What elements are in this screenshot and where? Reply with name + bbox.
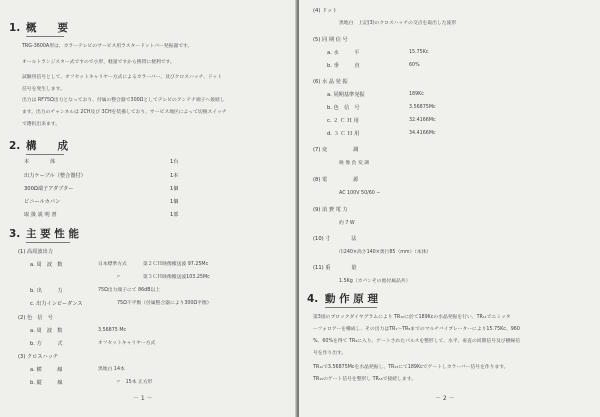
- overview-para: 試験用信号として、オフセットキャリヤー方式によるカラーバー、及びクロスハッチ、ドット: [22, 75, 223, 80]
- section-title-specs: 主 要 性 能: [26, 228, 79, 240]
- spec-label: b. 色 信 号: [327, 105, 360, 111]
- overview-para: で選択出来ます。: [22, 122, 60, 127]
- spec-value: 〃 15本 正方形: [116, 380, 153, 385]
- section-number: 3.: [9, 228, 21, 240]
- spec-value: 75Ω出力端子にて 86dB以上: [98, 288, 161, 293]
- spec-value: 約 7 W: [339, 221, 355, 226]
- overview-para: ます。出力のチャンネルは 2CH及び 3CHを装備しており、サービス地区によって切換スイッチ: [22, 110, 227, 115]
- spec-label: a. 水 平: [327, 50, 360, 56]
- operation-para: 号を作り出す。: [313, 351, 347, 356]
- spec-label: a. 同期基準発振: [327, 92, 365, 98]
- composition-item: 出力ケーブル（整合器付）: [24, 173, 86, 179]
- right-page: [299, 0, 600, 417]
- composition-qty: 1台: [170, 159, 179, 165]
- operation-para: ーフォロアーを構成し、その出力はTR₁～TR₈までのマルチバイブレーターにより15.75Kc、960: [313, 327, 520, 332]
- spec-value: 黒地白 上記(3)のクロスハッチの交点を取出した波形: [339, 21, 457, 26]
- spec-subheading: (2) 色 信 号: [18, 315, 53, 321]
- overview-para: オールトランジスター式ですので小形、軽量ですから携帯に便利です。: [22, 60, 175, 65]
- composition-qty: 1本: [170, 173, 179, 179]
- composition-item: 300Ω端子アダプター: [24, 186, 74, 192]
- overview-para: 出力は RF75Ω出力となっており、付属の整合器で300Ωとしてテレビのアンテナ端子へ接続し: [22, 98, 225, 103]
- composition-qty: 1個: [170, 199, 179, 205]
- spec-subheading: (11) 重 量: [313, 265, 357, 271]
- spec-label: b. 方 式: [30, 341, 63, 347]
- spec-subheading: (7) 変 調: [313, 147, 359, 153]
- spec-value: 3.56875 Mc: [98, 328, 127, 333]
- spec-label: b. 出 力: [30, 288, 63, 294]
- spec-value: 黒地白 14本: [98, 367, 125, 372]
- spec-label: a. 周 波 数: [30, 328, 63, 334]
- section-number: 1.: [9, 22, 21, 34]
- spec-subheading: (4) ドット: [313, 8, 338, 14]
- page-number: － 2 －: [435, 395, 455, 402]
- spec-standard: 日本標準方式: [98, 262, 127, 267]
- spec-subheading: (1) 高周波出力: [18, 249, 53, 255]
- heading-underline: [26, 242, 70, 243]
- heading-underline: [26, 154, 64, 155]
- operation-para: %、60%を得て TR₉に入り、ゲートされたパルスを整形して、水平、垂直の同期信号及び横線信: [313, 339, 520, 344]
- spec-value: 15.75Kc: [409, 50, 429, 55]
- spec-value: 第３ＣＨ映像搬送波103.25Mc: [143, 275, 210, 280]
- composition-item: 本 体: [24, 159, 56, 165]
- spec-value: 60%: [409, 63, 420, 68]
- spec-value: AC 100V 50/60 ∼: [339, 191, 381, 196]
- operation-para: 第3図のブロックダイヤグラムにより TR₁₀に於て189Kcの水晶発振を行い、TR₁₁でエミッタ: [313, 315, 511, 320]
- section-title-overview: 概 要: [26, 22, 68, 34]
- spec-subheading: (5) 同 期 信 号: [313, 37, 348, 43]
- spec-label: b. 垂 直: [327, 63, 360, 69]
- spec-value: 75Ω不平衡（付属整合器により300Ω平衡）: [117, 301, 212, 306]
- spec-subheading: (6) 水 晶 発 振: [313, 79, 348, 85]
- spec-subheading: (3) クロスハッチ: [18, 354, 59, 360]
- page-number: － 1 －: [133, 395, 153, 402]
- spec-label: d. ３ Ｃ Ｈ 用: [327, 131, 360, 137]
- composition-qty: 1個: [170, 186, 179, 192]
- spec-value: 3.56875Mc: [409, 105, 436, 110]
- spec-label: b. 縦 線: [30, 380, 63, 386]
- spec-label: a. 周 波 数: [30, 262, 63, 268]
- heading-underline: [26, 36, 64, 37]
- spec-value: 1.5Kg（カバンその他付属品共）: [339, 279, 411, 284]
- heading-underline: [325, 307, 377, 308]
- spec-subheading: (10) 寸 法: [313, 236, 357, 242]
- operation-para: TR₁₅のゲート信号を整形し TR₁₆で接続します。: [313, 377, 416, 382]
- overview-para: TRG-3600A形は、カラーテレビのサービス用ラスタードットバー発振器です。: [22, 44, 193, 49]
- spec-value: オフセットキャリヤー方式: [98, 341, 156, 346]
- composition-item: ビニールカバン: [24, 199, 61, 205]
- composition-item: 取 扱 説 明 書: [24, 212, 57, 218]
- section-title-operation: 動 作 原 理: [325, 293, 378, 305]
- spec-label: c. 出力インピーダンス: [30, 301, 83, 307]
- spec-subheading: (9) 消 費 電 力: [313, 207, 348, 213]
- overview-para: 信号を発生します。: [22, 87, 65, 92]
- spec-subheading: (8) 電 源: [313, 177, 359, 183]
- spec-standard: 〃: [116, 275, 121, 280]
- spec-value: 189Kc: [409, 92, 424, 97]
- left-page: [0, 0, 297, 417]
- spec-label: a. 横 線: [30, 367, 63, 373]
- section-title-composition: 構 成: [26, 140, 68, 152]
- operation-para: TR₁₂で3.56875Mcを水晶発振し、TR₁₃にて189Kcでゲートしカラーバー信号を作ります。: [313, 365, 509, 370]
- composition-qty: 1部: [170, 212, 179, 218]
- spec-value: 34.4166Mc: [409, 131, 436, 136]
- section-number: 4.: [307, 293, 319, 305]
- spec-value: 映 像 負 変 調: [339, 161, 370, 166]
- spec-label: c. ２ Ｃ Ｈ 用: [327, 118, 359, 124]
- section-number: 2.: [9, 140, 21, 152]
- spec-value: 第２ＣＨ映像搬送波 97.25Mc: [143, 262, 209, 267]
- spec-value: 32.4166Mc: [409, 118, 436, 123]
- spec-value: 巾240×高さ140×奥行85（mm）（本体）: [339, 250, 432, 255]
